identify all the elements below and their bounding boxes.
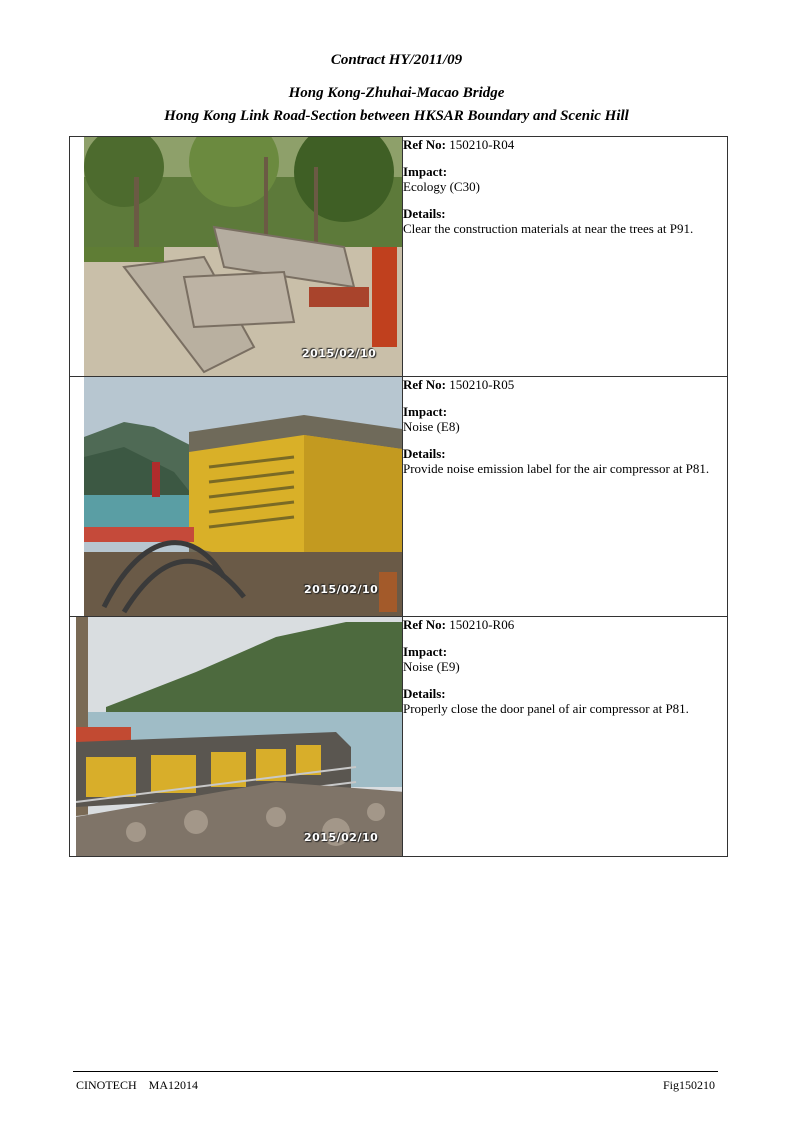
table-row <box>70 377 728 617</box>
table-row <box>70 617 728 857</box>
details-value: Properly close the door panel of air compressor at P81. <box>403 701 689 716</box>
footer-divider <box>73 1071 718 1072</box>
ref-no-label: Ref No: <box>403 377 446 392</box>
ref-no-value: 150210-R06 <box>449 617 515 632</box>
site-photo-compressor <box>84 377 402 616</box>
photo-cell <box>70 617 403 857</box>
photo-date-stamp: 2015/02/10 <box>304 831 379 844</box>
impact-label: Impact: <box>403 164 448 179</box>
photo-date-stamp: 2015/02/10 <box>304 583 379 596</box>
impact-label: Impact: <box>403 404 448 419</box>
info-cell <box>403 377 728 617</box>
site-photo-embankment <box>76 617 403 856</box>
photo-date-stamp: 2015/02/10 <box>302 347 377 360</box>
info-cell <box>403 617 728 857</box>
contract-title: Contract HY/2011/09 <box>330 52 463 68</box>
table-row <box>70 137 728 377</box>
impact-label: Impact: <box>403 644 448 659</box>
ref-no-label: Ref No: <box>403 617 446 632</box>
impact-value: Ecology (C30) <box>403 179 480 194</box>
inspection-table <box>69 136 728 857</box>
ref-no-value: 150210-R04 <box>449 137 515 152</box>
ref-no-value: 150210-R05 <box>449 377 515 392</box>
impact-value: Noise (E9) <box>403 659 460 674</box>
section-title: Hong Kong Link Road-Section between HKSAR Boundary and Scenic Hill <box>164 108 629 124</box>
details-value: Provide noise emission label for the air compressor at P81. <box>403 461 710 476</box>
footer-company: CINOTECH MA12014 <box>76 1078 198 1092</box>
info-cell <box>403 137 728 377</box>
details-label: Details: <box>403 446 446 461</box>
footer-figure-number: Fig150210 <box>662 1078 715 1092</box>
impact-value: Noise (E8) <box>403 419 460 434</box>
details-label: Details: <box>403 686 446 701</box>
site-photo-trees <box>84 137 402 376</box>
details-label: Details: <box>403 206 446 221</box>
photo-cell <box>70 377 403 617</box>
details-value: Clear the construction materials at near the trees at P91. <box>403 221 694 236</box>
ref-no-label: Ref No: <box>403 137 446 152</box>
photo-cell <box>70 137 403 377</box>
project-title: Hong Kong-Zhuhai-Macao Bridge <box>288 85 505 101</box>
